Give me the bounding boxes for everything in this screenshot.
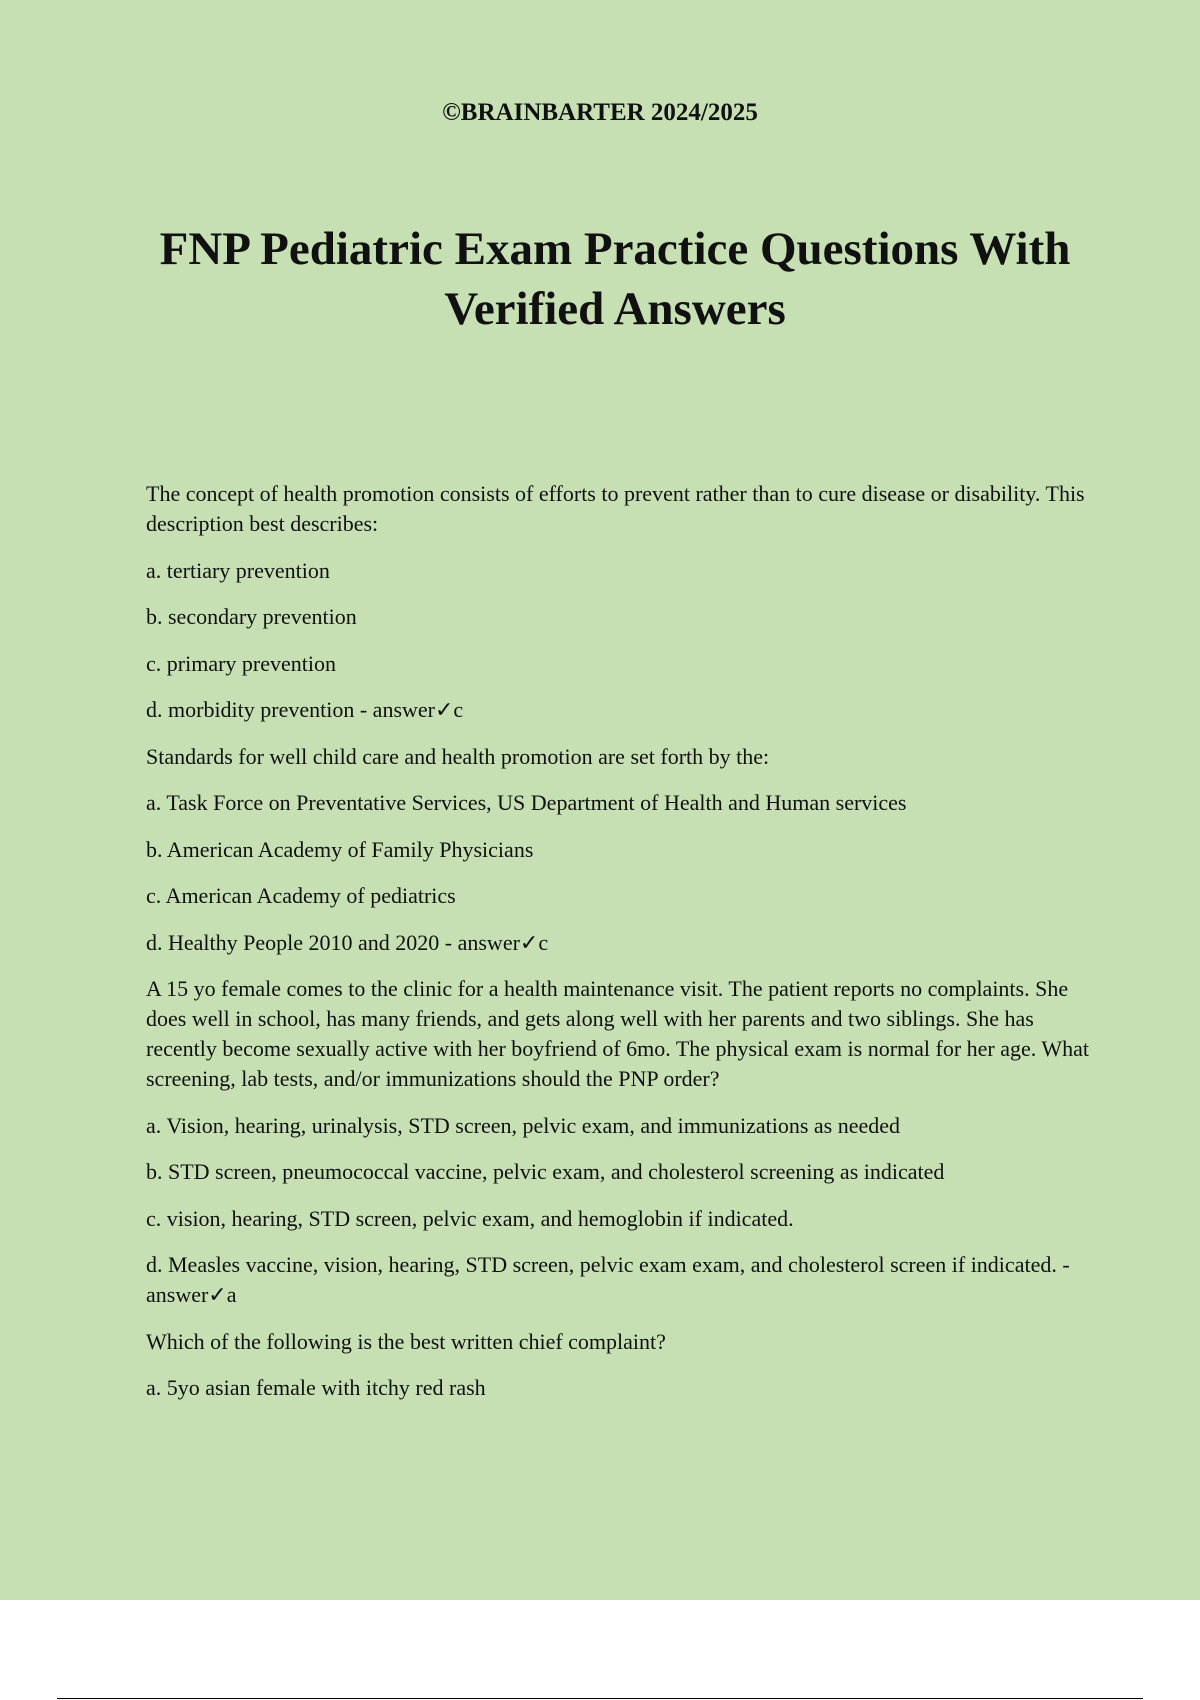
question-1-option-d-answer: d. morbidity prevention - answer✓c xyxy=(146,697,464,722)
footer-divider xyxy=(57,1698,1143,1699)
question-3-option-c: c. vision, hearing, STD screen, pelvic exam, and hemoglobin if indicated. xyxy=(146,1205,794,1231)
copyright-header: ©BRAINBARTER 2024/2025 xyxy=(442,99,758,126)
question-2-option-c: c. American Academy of pediatrics xyxy=(146,883,456,908)
question-2-option-b: b. American Academy of Family Physicians xyxy=(146,836,534,862)
question-1-option-c: c. primary prevention xyxy=(146,650,336,676)
question-2-stem: Standards for well child care and health promotion are set forth by the: xyxy=(146,743,770,769)
question-4-option-a: a. 5yo asian female with itchy red rash xyxy=(146,1375,486,1400)
question-3-option-d-answer: d. Measles vaccine, vision, hearing, STD screen, pelvic exam exam, and cholesterol screen if indicated. - answer✓a xyxy=(146,1252,1070,1307)
question-1-stem: The concept of health promotion consists of efforts to prevent rather than to cure disease or disability. This description best describes: xyxy=(146,481,1085,536)
question-3-option-b: b. STD screen, pneumococcal vaccine, pelvic exam, and cholesterol screening as indicated xyxy=(146,1159,945,1184)
title-line-1: FNP Pediatric Exam Practice Questions With xyxy=(159,223,1071,275)
question-1-option-a: a. tertiary prevention xyxy=(146,557,330,583)
document-title xyxy=(100,219,1130,339)
question-1-option-b: b. secondary prevention xyxy=(146,604,357,629)
question-content xyxy=(146,479,1096,1420)
question-4-stem: Which of the following is the best written chief complaint? xyxy=(146,1328,666,1354)
question-2-option-d-answer: d. Healthy People 2010 and 2020 - answer✓c xyxy=(146,929,549,955)
question-3-stem: A 15 yo female comes to the clinic for a health maintenance visit. The patient reports no complaints. She does well in school, has many friends, and gets along well with her parents and two siblings. She has recently become sexually active with her boyfriend of 6mo. The physical exam is normal for her age. What screening, lab tests, and/or immunizations should the PNP order? xyxy=(146,976,1090,1091)
question-3-option-a: a. Vision, hearing, urinalysis, STD screen, pelvic exam, and immunizations as needed xyxy=(146,1112,901,1138)
question-2-option-a: a. Task Force on Preventative Services, US Department of Health and Human services xyxy=(146,790,907,815)
title-line-2: Verified Answers xyxy=(444,283,786,335)
